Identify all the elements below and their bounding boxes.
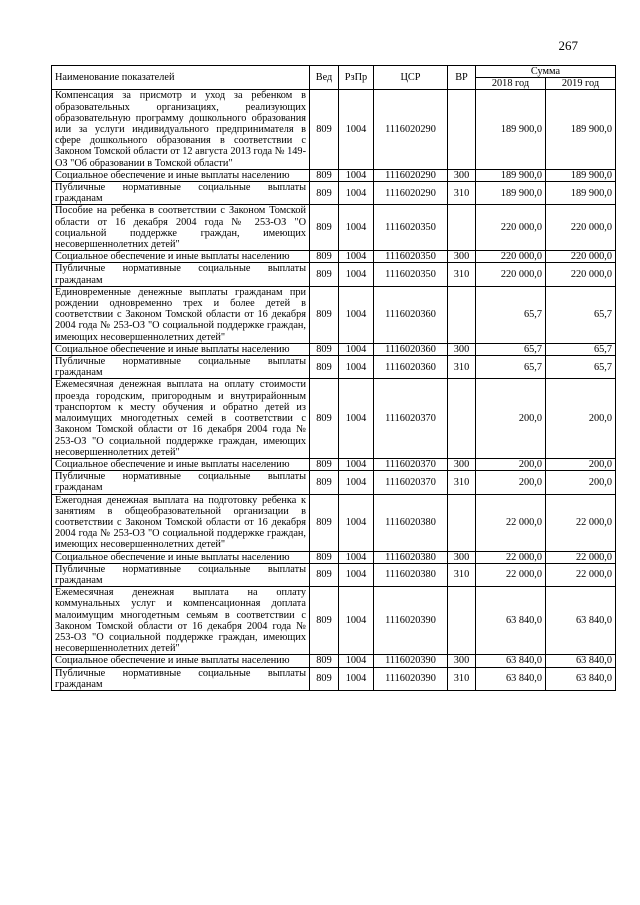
row-sum-2018: 22 000,0 [476,563,546,586]
row-csr: 1116020390 [374,587,448,655]
row-sum-2018: 189 900,0 [476,90,546,169]
row-name: Ежемесячная денежная выплата на оплату коммунальных услуг и компенсационная доплата малоимущим многодетным семьям в соответствии с Законом Томской области от 16 декабря 2004 года № 253-ОЗ "О социальной поддержке граждан, имеющих несовершеннолетних детей" [52,587,310,655]
row-vr: 310 [448,471,476,494]
row-sum-2018: 220 000,0 [476,263,546,286]
row-sum-2018: 200,0 [476,379,546,458]
row-sum-2018: 65,7 [476,356,546,379]
row-ved: 809 [310,379,339,458]
row-csr: 1116020290 [374,182,448,205]
table-row [52,356,616,379]
row-ved: 809 [310,587,339,655]
row-name: Публичные нормативные социальные выплаты гражданам [52,263,310,286]
row-csr: 1116020380 [374,494,448,551]
row-sum-2019: 63 840,0 [546,655,616,667]
table-row [52,471,616,494]
row-rzpr: 1004 [339,182,374,205]
row-ved: 809 [310,286,339,343]
table-row [52,182,616,205]
row-ved: 809 [310,169,339,181]
table-row [52,494,616,551]
row-rzpr: 1004 [339,551,374,563]
row-name: Социальное обеспечение и иные выплаты населению [52,458,310,470]
page-number: 267 [558,38,578,53]
row-ved: 809 [310,182,339,205]
row-name: Публичные нормативные социальные выплаты гражданам [52,182,310,205]
header-year-2018: 2018 год [476,78,546,90]
row-ved: 809 [310,655,339,667]
table-row [52,563,616,586]
row-csr: 1116020380 [374,563,448,586]
row-csr: 1116020370 [374,379,448,458]
row-name: Социальное обеспечение и иные выплаты населению [52,343,310,355]
row-rzpr: 1004 [339,169,374,181]
row-sum-2019: 220 000,0 [546,251,616,263]
row-rzpr: 1004 [339,655,374,667]
row-sum-2018: 63 840,0 [476,655,546,667]
row-sum-2018: 65,7 [476,343,546,355]
row-sum-2019: 22 000,0 [546,551,616,563]
row-rzpr: 1004 [339,286,374,343]
row-csr: 1116020360 [374,343,448,355]
row-csr: 1116020350 [374,205,448,251]
row-sum-2019: 220 000,0 [546,263,616,286]
row-rzpr: 1004 [339,379,374,458]
table-row [52,343,616,355]
table-row [52,458,616,470]
row-name: Публичные нормативные социальные выплаты гражданам [52,667,310,690]
table-row [52,251,616,263]
row-sum-2018: 22 000,0 [476,551,546,563]
row-name: Ежегодная денежная выплата на подготовку ребенка к занятиям в общеобразовательной организации в соответствии с Законом Томской области от 16 декабря 2004 года № 253-ОЗ "О социальной поддержке граждан, имеющих несовершеннолетних детей" [52,494,310,551]
row-csr: 1116020370 [374,471,448,494]
row-sum-2018: 189 900,0 [476,182,546,205]
row-sum-2019: 65,7 [546,286,616,343]
table-row [52,205,616,251]
row-vr: 300 [448,343,476,355]
row-sum-2019: 200,0 [546,471,616,494]
row-sum-2019: 63 840,0 [546,587,616,655]
row-csr: 1116020360 [374,356,448,379]
header-ved: Вед [310,66,339,90]
row-vr: 310 [448,667,476,690]
row-sum-2019: 189 900,0 [546,90,616,169]
row-rzpr: 1004 [339,263,374,286]
row-sum-2019: 220 000,0 [546,205,616,251]
row-ved: 809 [310,563,339,586]
header-sum: Сумма [476,66,616,78]
header-year-2019: 2019 год [546,78,616,90]
table-row [52,286,616,343]
row-rzpr: 1004 [339,471,374,494]
row-sum-2019: 200,0 [546,379,616,458]
table-row [52,587,616,655]
row-sum-2018: 189 900,0 [476,169,546,181]
row-vr [448,379,476,458]
row-sum-2018: 200,0 [476,471,546,494]
row-csr: 1116020350 [374,251,448,263]
row-sum-2019: 189 900,0 [546,169,616,181]
row-rzpr: 1004 [339,251,374,263]
row-sum-2018: 22 000,0 [476,494,546,551]
row-vr: 300 [448,655,476,667]
row-sum-2019: 200,0 [546,458,616,470]
row-rzpr: 1004 [339,563,374,586]
row-sum-2018: 65,7 [476,286,546,343]
row-ved: 809 [310,205,339,251]
row-rzpr: 1004 [339,90,374,169]
table-row [52,551,616,563]
row-rzpr: 1004 [339,356,374,379]
row-ved: 809 [310,343,339,355]
header-csr: ЦСР [374,66,448,90]
row-name: Социальное обеспечение и иные выплаты населению [52,551,310,563]
row-csr: 1116020370 [374,458,448,470]
row-rzpr: 1004 [339,667,374,690]
row-rzpr: 1004 [339,205,374,251]
row-rzpr: 1004 [339,494,374,551]
header-vr: ВР [448,66,476,90]
row-ved: 809 [310,251,339,263]
table-row [52,379,616,458]
row-sum-2019: 22 000,0 [546,563,616,586]
row-sum-2019: 65,7 [546,356,616,379]
row-ved: 809 [310,551,339,563]
row-csr: 1116020290 [374,169,448,181]
row-vr: 310 [448,182,476,205]
row-vr: 300 [448,169,476,181]
row-vr: 300 [448,551,476,563]
row-ved: 809 [310,471,339,494]
row-sum-2018: 220 000,0 [476,251,546,263]
row-sum-2019: 63 840,0 [546,667,616,690]
row-name: Единовременные денежные выплаты гражданам при рождении одновременно трех и более детей в соответствии с Законом Томской области от 16 декабря 2004 года № 253-ОЗ "О социальной поддержке граждан, имеющих несовершеннолетних детей" [52,286,310,343]
row-csr: 1116020380 [374,551,448,563]
row-sum-2019: 22 000,0 [546,494,616,551]
row-sum-2019: 65,7 [546,343,616,355]
row-csr: 1116020360 [374,286,448,343]
table-row [52,169,616,181]
header-name: Наименование показателей [52,66,310,90]
row-sum-2018: 63 840,0 [476,667,546,690]
table-row [52,263,616,286]
row-csr: 1116020350 [374,263,448,286]
row-vr: 310 [448,563,476,586]
row-rzpr: 1004 [339,587,374,655]
row-ved: 809 [310,458,339,470]
table-row [52,667,616,690]
row-vr: 310 [448,263,476,286]
row-ved: 809 [310,90,339,169]
row-vr [448,587,476,655]
row-sum-2019: 189 900,0 [546,182,616,205]
row-name: Публичные нормативные социальные выплаты гражданам [52,563,310,586]
row-vr [448,286,476,343]
row-rzpr: 1004 [339,458,374,470]
row-ved: 809 [310,494,339,551]
row-vr: 310 [448,356,476,379]
row-rzpr: 1004 [339,343,374,355]
row-ved: 809 [310,356,339,379]
row-ved: 809 [310,667,339,690]
row-name: Социальное обеспечение и иные выплаты населению [52,169,310,181]
row-ved: 809 [310,263,339,286]
row-name: Социальное обеспечение и иные выплаты населению [52,251,310,263]
row-name: Публичные нормативные социальные выплаты гражданам [52,471,310,494]
row-name: Социальное обеспечение и иные выплаты населению [52,655,310,667]
table-row [52,90,616,169]
row-csr: 1116020390 [374,655,448,667]
table-row [52,655,616,667]
row-sum-2018: 220 000,0 [476,205,546,251]
row-vr [448,90,476,169]
row-vr [448,494,476,551]
row-csr: 1116020390 [374,667,448,690]
row-sum-2018: 63 840,0 [476,587,546,655]
row-vr [448,205,476,251]
row-vr: 300 [448,251,476,263]
budget-table [51,65,616,691]
row-name: Публичные нормативные социальные выплаты гражданам [52,356,310,379]
header-rzpr: РзПр [339,66,374,90]
row-sum-2018: 200,0 [476,458,546,470]
row-name: Ежемесячная денежная выплата на оплату стоимости проезда городским, пригородным и внутрирайонным транспортом к месту обучения и обратно детей из малоимущих многодетных семей в соответствии с Законом Томской области от 16 декабря 2004 года № 253-ОЗ "О социальной поддержке граждан, имеющих несовершеннолетних детей" [52,379,310,458]
row-csr: 1116020290 [374,90,448,169]
row-name: Пособие на ребенка в соответствии с Законом Томской области от 16 декабря 2004 года № 253-ОЗ "О социальной поддержке граждан, имеющих несовершеннолетних детей" [52,205,310,251]
row-vr: 300 [448,458,476,470]
row-name: Компенсация за присмотр и уход за ребенком в образовательных организациях, реализующих образовательную программу дошкольного образования или за услуги индивидуального предпринимателя в сфере дошкольного образования в соответствии с Законом Томской области от 12 августа 2013 года № 149-ОЗ "Об образовании в Томской области" [52,90,310,169]
